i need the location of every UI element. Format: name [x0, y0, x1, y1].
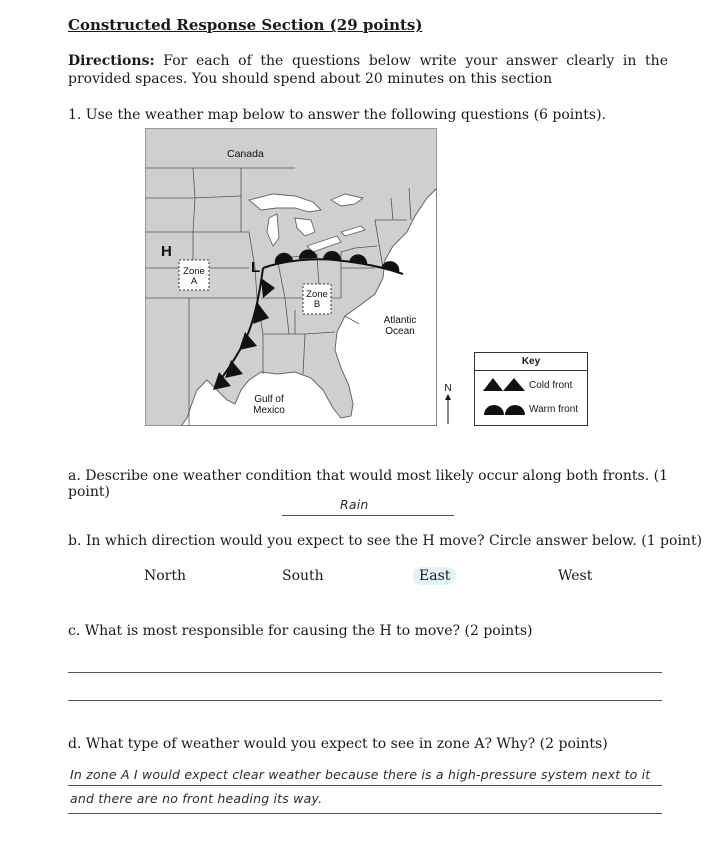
choice-south[interactable]: South [282, 568, 324, 584]
answer-d-rule-2 [68, 813, 662, 814]
answer-d-line-2[interactable]: and there are no front heading its way. [70, 791, 323, 806]
label-north: N [444, 383, 452, 394]
label-gulf-2: Mexico [253, 405, 285, 416]
choice-north[interactable]: North [144, 568, 187, 584]
answer-d-line-1[interactable]: In zone A I would expect clear weather because there is a high-pressure system next to it [70, 767, 651, 782]
label-low: L [251, 259, 261, 276]
label-zone-b-2: B [313, 299, 321, 310]
answer-a-line [282, 515, 454, 516]
question-1: 1. Use the weather map below to answer the following questions (6 points). [68, 107, 606, 123]
weather-map [145, 128, 437, 426]
question-d: d. What type of weather would you expect to see in zone A? Why? (2 points) [68, 736, 608, 752]
question-a: a. Describe one weather condition that would most likely occur along both fronts. (1 point) [68, 468, 668, 500]
label-gulf-1: Gulf of [254, 394, 284, 405]
label-zone-b-1: Zone [306, 289, 328, 300]
label-zone-a-2: A [190, 276, 198, 287]
warm-front-symbol-icon [483, 400, 527, 416]
key-warm-front: Warm front [529, 404, 579, 415]
answer-c-line-2 [68, 700, 662, 701]
choice-west[interactable]: West [558, 568, 593, 584]
question-c: c. What is most responsible for causing the H to move? (2 points) [68, 623, 533, 639]
key-cold-front: Cold front [529, 380, 573, 391]
key-title: Key [475, 353, 587, 371]
section-title: Constructed Response Section (29 points) [68, 16, 423, 34]
label-zone-a-1: Zone [183, 266, 205, 277]
answer-d-rule-1 [68, 785, 662, 786]
directions-text: For each of the questions below write your answer clearly in the provided spaces. You should spend about 20 minutes on this section [68, 53, 668, 87]
label-canada: Canada [227, 148, 264, 160]
label-high: H [161, 243, 172, 260]
label-atlantic-1: Atlantic [383, 315, 417, 326]
directions-label: Directions: [68, 53, 155, 69]
answer-a[interactable]: Rain [340, 497, 369, 512]
north-arrow-icon [441, 380, 455, 426]
choice-east-circled[interactable]: East [413, 567, 456, 585]
cold-front-symbol-icon [483, 376, 527, 392]
directions [68, 52, 668, 88]
map-key [474, 352, 588, 426]
question-b: b. In which direction would you expect to see the H move? Circle answer below. (1 point) [68, 533, 703, 549]
label-atlantic-2: Ocean [385, 326, 415, 337]
answer-c-line-1 [68, 672, 662, 673]
